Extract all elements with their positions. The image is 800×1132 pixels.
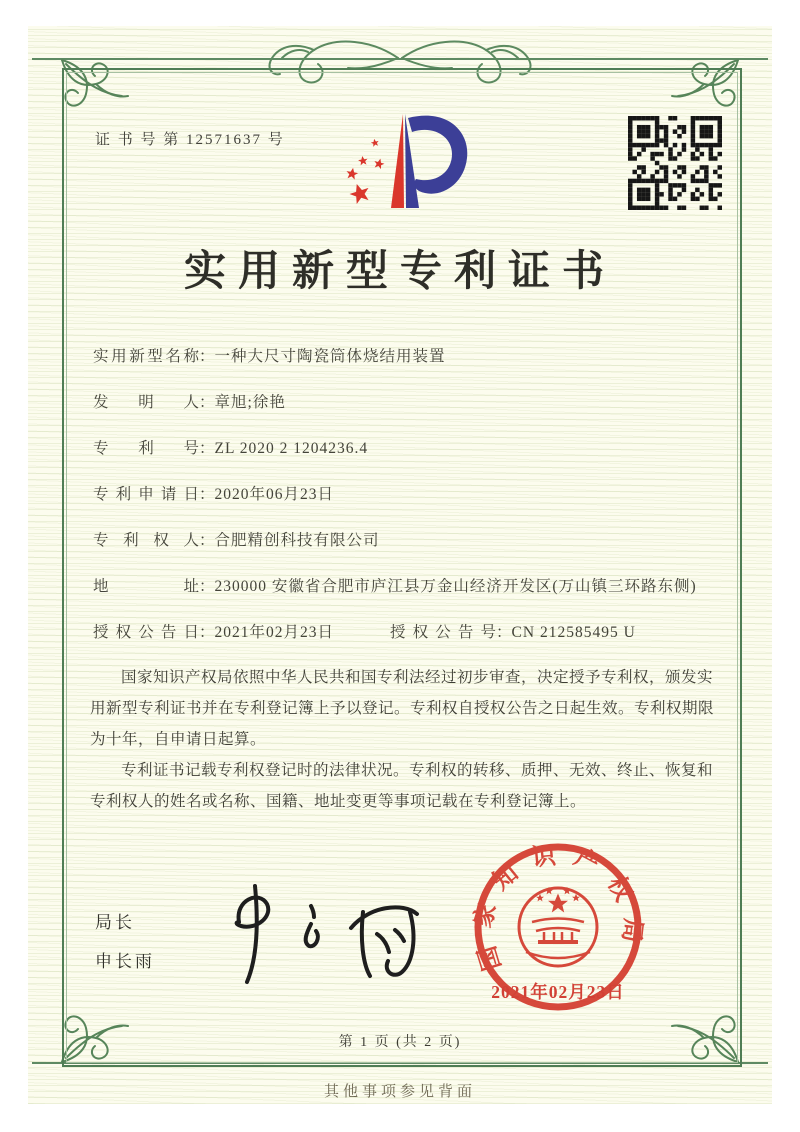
qr-code-icon — [628, 116, 722, 210]
seal-ring-text: 国家知识产权局 — [470, 842, 646, 974]
director-title: 局长 — [95, 913, 135, 932]
field-colon: ： — [199, 486, 215, 503]
field-colon: ： — [199, 578, 215, 595]
legal-paragraph-1: 国家知识产权局依照中华人民共和国专利法经过初步审查，决定授予专利权，颁发实用新型专利证书并在专利登记簿上予以登记。专利权自授权公告之日起生效。专利权期限为十年，自申请日起算。 — [90, 669, 715, 748]
field-patent-number — [93, 435, 717, 462]
field-address — [93, 573, 717, 600]
legal-text — [90, 662, 714, 817]
field-list — [93, 343, 717, 665]
field-label: 授权公告号 — [390, 624, 497, 641]
field-colon: ： — [199, 394, 215, 411]
field-colon: ： — [199, 440, 215, 457]
field-filing-date — [93, 481, 717, 508]
field-patentee — [93, 527, 717, 554]
field-value: ZL 2020 2 1204236.4 — [214, 440, 369, 457]
field-colon: ： — [199, 624, 215, 641]
field-label: 发明人 — [93, 394, 199, 411]
certificate-title: 实用新型专利证书 — [183, 249, 616, 295]
field-value: 章旭;徐艳 — [214, 394, 286, 411]
field-label: 专利号 — [93, 440, 199, 457]
field-label: 地址 — [93, 578, 199, 595]
field-value: CN 212585495 U — [511, 624, 636, 641]
page-number: 第 1 页 (共 2 页) — [338, 1035, 462, 1050]
signature-shen-changyu-icon — [205, 876, 445, 994]
field-label: 专利权人 — [93, 532, 199, 549]
national-emblem-seal-icon — [466, 838, 652, 1024]
director-block — [95, 908, 155, 986]
legal-paragraph-2: 专利证书记载专利权登记时的法律状况。专利权的转移、质押、无效、终止、恢复和专利权人的姓名或名称、国籍、地址变更等事项记载在专利登记簿上。 — [90, 762, 714, 810]
seal-date: 2021年02月23日 — [491, 982, 625, 1002]
field-grant-row — [93, 619, 717, 646]
back-note: 其他事项参见背面 — [323, 1084, 476, 1100]
cnipa-patent-logo-icon — [328, 110, 478, 216]
field-inventor — [93, 389, 717, 416]
field-value: 230000 安徽省合肥市庐江县万金山经济开发区(万山镇三环路东侧) — [214, 578, 697, 595]
field-value: 合肥精创科技有限公司 — [214, 532, 380, 549]
field-value: 一种大尺寸陶瓷筒体烧结用装置 — [214, 348, 446, 365]
field-colon: ： — [199, 348, 215, 365]
national-emblem-icon — [519, 887, 597, 966]
field-value: 2021年02月23日 — [214, 624, 335, 641]
field-utility-model-name — [93, 343, 717, 370]
certificate-number: 证 书 号 第 12571637 号 — [95, 132, 285, 148]
frame-line-top — [32, 58, 768, 60]
field-label: 实用新型名称 — [93, 348, 199, 365]
field-label: 授权公告日 — [93, 624, 199, 641]
field-label: 专利申请日 — [93, 486, 199, 503]
field-value: 2020年06月23日 — [214, 486, 335, 503]
field-colon: ： — [199, 532, 215, 549]
director-name: 申长雨 — [95, 952, 155, 971]
field-colon: ： — [496, 624, 512, 641]
